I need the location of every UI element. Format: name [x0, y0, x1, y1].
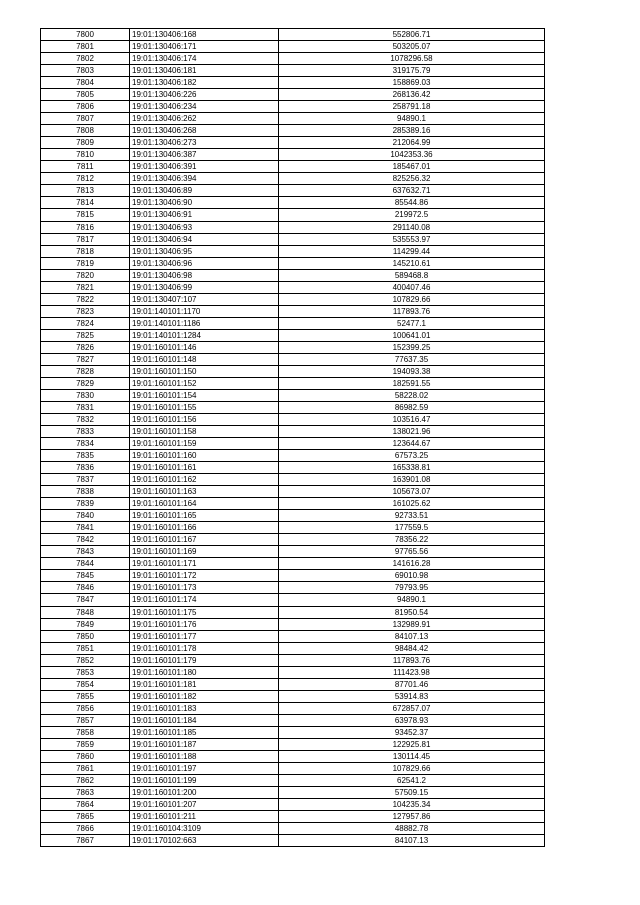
cadastral-number-cell: 19:01:160101:156 [130, 414, 279, 426]
row-number-cell: 7862 [41, 774, 130, 786]
table-row [41, 642, 545, 654]
cadastral-number-cell: 19:01:140101:1170 [130, 305, 279, 317]
amount-cell: 63978.93 [279, 714, 545, 726]
row-number-cell: 7861 [41, 762, 130, 774]
row-number-cell: 7851 [41, 642, 130, 654]
table-row [41, 89, 545, 101]
amount-cell: 152399.25 [279, 341, 545, 353]
amount-cell: 219972.5 [279, 209, 545, 221]
table-row [41, 630, 545, 642]
table-row [41, 389, 545, 401]
cadastral-number-cell: 19:01:160101:173 [130, 582, 279, 594]
amount-cell: 194093.38 [279, 365, 545, 377]
row-number-cell: 7800 [41, 29, 130, 41]
row-number-cell: 7824 [41, 317, 130, 329]
table-row [41, 714, 545, 726]
row-number-cell: 7857 [41, 714, 130, 726]
row-number-cell: 7813 [41, 185, 130, 197]
amount-cell: 163901.08 [279, 474, 545, 486]
table-row [41, 233, 545, 245]
table-row [41, 835, 545, 847]
amount-cell: 93452.37 [279, 726, 545, 738]
cadastral-number-cell: 19:01:160101:184 [130, 714, 279, 726]
amount-cell: 86982.59 [279, 401, 545, 413]
cadastral-number-cell: 19:01:160101:207 [130, 799, 279, 811]
amount-cell: 58228.02 [279, 389, 545, 401]
table-row [41, 281, 545, 293]
amount-cell: 138021.96 [279, 426, 545, 438]
row-number-cell: 7837 [41, 474, 130, 486]
amount-cell: 78356.22 [279, 534, 545, 546]
row-number-cell: 7858 [41, 726, 130, 738]
data-table [40, 28, 545, 847]
cadastral-number-cell: 19:01:160101:176 [130, 618, 279, 630]
row-number-cell: 7841 [41, 522, 130, 534]
row-number-cell: 7839 [41, 498, 130, 510]
cadastral-number-cell: 19:01:160101:175 [130, 606, 279, 618]
table-row [41, 606, 545, 618]
amount-cell: 123644.67 [279, 438, 545, 450]
cadastral-number-cell: 19:01:130406:90 [130, 197, 279, 209]
table-row [41, 149, 545, 161]
row-number-cell: 7801 [41, 41, 130, 53]
cadastral-number-cell: 19:01:130406:98 [130, 269, 279, 281]
table-row [41, 269, 545, 281]
table-row [41, 209, 545, 221]
cadastral-number-cell: 19:01:130406:94 [130, 233, 279, 245]
table-row [41, 450, 545, 462]
amount-cell: 161025.62 [279, 498, 545, 510]
row-number-cell: 7823 [41, 305, 130, 317]
table-row [41, 666, 545, 678]
cadastral-number-cell: 19:01:160101:150 [130, 365, 279, 377]
amount-cell: 81950.54 [279, 606, 545, 618]
row-number-cell: 7863 [41, 786, 130, 798]
amount-cell: 291140.08 [279, 221, 545, 233]
row-number-cell: 7810 [41, 149, 130, 161]
table-row [41, 582, 545, 594]
row-number-cell: 7826 [41, 341, 130, 353]
table-row [41, 353, 545, 365]
cadastral-number-cell: 19:01:160101:182 [130, 690, 279, 702]
row-number-cell: 7860 [41, 750, 130, 762]
cadastral-number-cell: 19:01:130407:107 [130, 293, 279, 305]
row-number-cell: 7829 [41, 377, 130, 389]
amount-cell: 535553.97 [279, 233, 545, 245]
table-row [41, 462, 545, 474]
amount-cell: 158869.03 [279, 77, 545, 89]
table-row [41, 101, 545, 113]
amount-cell: 177559.5 [279, 522, 545, 534]
table-row [41, 690, 545, 702]
amount-cell: 182591.55 [279, 377, 545, 389]
cadastral-number-cell: 19:01:160101:179 [130, 654, 279, 666]
table-row [41, 654, 545, 666]
cadastral-number-cell: 19:01:140101:1284 [130, 329, 279, 341]
cadastral-number-cell: 19:01:160101:148 [130, 353, 279, 365]
cadastral-number-cell: 19:01:160101:174 [130, 594, 279, 606]
cadastral-number-cell: 19:01:160101:165 [130, 510, 279, 522]
row-number-cell: 7856 [41, 702, 130, 714]
row-number-cell: 7806 [41, 101, 130, 113]
row-number-cell: 7830 [41, 389, 130, 401]
table-row [41, 377, 545, 389]
row-number-cell: 7809 [41, 137, 130, 149]
table-row [41, 245, 545, 257]
cadastral-number-cell: 19:01:160101:172 [130, 570, 279, 582]
table-row [41, 329, 545, 341]
cadastral-number-cell: 19:01:130406:273 [130, 137, 279, 149]
amount-cell: 67573.25 [279, 450, 545, 462]
amount-cell: 92733.51 [279, 510, 545, 522]
cadastral-number-cell: 19:01:160101:185 [130, 726, 279, 738]
table-row [41, 438, 545, 450]
amount-cell: 111423.98 [279, 666, 545, 678]
table-row [41, 750, 545, 762]
amount-cell: 127957.86 [279, 811, 545, 823]
row-number-cell: 7828 [41, 365, 130, 377]
table-row [41, 811, 545, 823]
amount-cell: 589468.8 [279, 269, 545, 281]
row-number-cell: 7843 [41, 546, 130, 558]
cadastral-number-cell: 19:01:160101:154 [130, 389, 279, 401]
amount-cell: 77637.35 [279, 353, 545, 365]
row-number-cell: 7855 [41, 690, 130, 702]
amount-cell: 104235.34 [279, 799, 545, 811]
row-number-cell: 7866 [41, 823, 130, 835]
amount-cell: 84107.13 [279, 630, 545, 642]
cadastral-number-cell: 19:01:130406:174 [130, 53, 279, 65]
amount-cell: 117893.76 [279, 654, 545, 666]
row-number-cell: 7803 [41, 65, 130, 77]
amount-cell: 552806.71 [279, 29, 545, 41]
cadastral-number-cell: 19:01:160101:171 [130, 558, 279, 570]
row-number-cell: 7864 [41, 799, 130, 811]
cadastral-number-cell: 19:01:160101:197 [130, 762, 279, 774]
table-row [41, 726, 545, 738]
cadastral-number-cell: 19:01:130406:89 [130, 185, 279, 197]
row-number-cell: 7849 [41, 618, 130, 630]
table-row [41, 401, 545, 413]
cadastral-number-cell: 19:01:130406:95 [130, 245, 279, 257]
row-number-cell: 7821 [41, 281, 130, 293]
row-number-cell: 7834 [41, 438, 130, 450]
table-row [41, 341, 545, 353]
table-row [41, 77, 545, 89]
amount-cell: 107829.66 [279, 762, 545, 774]
row-number-cell: 7808 [41, 125, 130, 137]
amount-cell: 107829.66 [279, 293, 545, 305]
cadastral-number-cell: 19:01:130406:168 [130, 29, 279, 41]
row-number-cell: 7804 [41, 77, 130, 89]
table-row [41, 161, 545, 173]
table-row [41, 474, 545, 486]
amount-cell: 105673.07 [279, 486, 545, 498]
cadastral-number-cell: 19:01:160101:166 [130, 522, 279, 534]
amount-cell: 94890.1 [279, 113, 545, 125]
table-row [41, 125, 545, 137]
amount-cell: 84107.13 [279, 835, 545, 847]
amount-cell: 100641.01 [279, 329, 545, 341]
cadastral-number-cell: 19:01:130406:182 [130, 77, 279, 89]
cadastral-number-cell: 19:01:130406:268 [130, 125, 279, 137]
row-number-cell: 7812 [41, 173, 130, 185]
table-row [41, 257, 545, 269]
row-number-cell: 7850 [41, 630, 130, 642]
amount-cell: 57509.15 [279, 786, 545, 798]
amount-cell: 117893.76 [279, 305, 545, 317]
row-number-cell: 7865 [41, 811, 130, 823]
row-number-cell: 7822 [41, 293, 130, 305]
cadastral-number-cell: 19:01:130406:391 [130, 161, 279, 173]
table-row [41, 618, 545, 630]
table-row [41, 185, 545, 197]
cadastral-number-cell: 19:01:160101:160 [130, 450, 279, 462]
row-number-cell: 7807 [41, 113, 130, 125]
amount-cell: 122925.81 [279, 738, 545, 750]
table-row [41, 137, 545, 149]
table-row [41, 173, 545, 185]
amount-cell: 268136.42 [279, 89, 545, 101]
row-number-cell: 7852 [41, 654, 130, 666]
table-row [41, 522, 545, 534]
row-number-cell: 7832 [41, 414, 130, 426]
amount-cell: 637632.71 [279, 185, 545, 197]
row-number-cell: 7814 [41, 197, 130, 209]
amount-cell: 258791.18 [279, 101, 545, 113]
cadastral-number-cell: 19:01:160101:200 [130, 786, 279, 798]
table-body [41, 29, 545, 847]
row-number-cell: 7835 [41, 450, 130, 462]
cadastral-number-cell: 19:01:130406:394 [130, 173, 279, 185]
table-row [41, 774, 545, 786]
cadastral-number-cell: 19:01:160101:164 [130, 498, 279, 510]
row-number-cell: 7825 [41, 329, 130, 341]
cadastral-number-cell: 19:01:130406:91 [130, 209, 279, 221]
cadastral-number-cell: 19:01:130406:387 [130, 149, 279, 161]
row-number-cell: 7838 [41, 486, 130, 498]
table-row [41, 293, 545, 305]
row-number-cell: 7836 [41, 462, 130, 474]
table-row [41, 762, 545, 774]
amount-cell: 62541.2 [279, 774, 545, 786]
amount-cell: 130114.45 [279, 750, 545, 762]
cadastral-number-cell: 19:01:160101:187 [130, 738, 279, 750]
amount-cell: 185467.01 [279, 161, 545, 173]
cadastral-number-cell: 19:01:160101:183 [130, 702, 279, 714]
amount-cell: 69010.98 [279, 570, 545, 582]
table-row [41, 799, 545, 811]
cadastral-number-cell: 19:01:160101:177 [130, 630, 279, 642]
row-number-cell: 7818 [41, 245, 130, 257]
table-row [41, 113, 545, 125]
amount-cell: 145210.61 [279, 257, 545, 269]
cadastral-number-cell: 19:01:160101:162 [130, 474, 279, 486]
table-row [41, 546, 545, 558]
row-number-cell: 7853 [41, 666, 130, 678]
table-row [41, 702, 545, 714]
cadastral-number-cell: 19:01:170102:663 [130, 835, 279, 847]
row-number-cell: 7848 [41, 606, 130, 618]
row-number-cell: 7811 [41, 161, 130, 173]
amount-cell: 114299.44 [279, 245, 545, 257]
amount-cell: 103516.47 [279, 414, 545, 426]
table-row [41, 823, 545, 835]
table-row [41, 678, 545, 690]
cadastral-number-cell: 19:01:160101:180 [130, 666, 279, 678]
table-row [41, 197, 545, 209]
row-number-cell: 7847 [41, 594, 130, 606]
cadastral-number-cell: 19:01:160101:155 [130, 401, 279, 413]
row-number-cell: 7845 [41, 570, 130, 582]
table-row [41, 486, 545, 498]
table-row [41, 534, 545, 546]
amount-cell: 165338.81 [279, 462, 545, 474]
table-row [41, 786, 545, 798]
cadastral-number-cell: 19:01:160101:159 [130, 438, 279, 450]
table-row [41, 570, 545, 582]
cadastral-number-cell: 19:01:140101:1186 [130, 317, 279, 329]
amount-cell: 319175.79 [279, 65, 545, 77]
cadastral-number-cell: 19:01:130406:262 [130, 113, 279, 125]
amount-cell: 503205.07 [279, 41, 545, 53]
amount-cell: 85544.86 [279, 197, 545, 209]
row-number-cell: 7854 [41, 678, 130, 690]
row-number-cell: 7817 [41, 233, 130, 245]
amount-cell: 52477.1 [279, 317, 545, 329]
cadastral-number-cell: 19:01:160101:169 [130, 546, 279, 558]
amount-cell: 98484.42 [279, 642, 545, 654]
row-number-cell: 7819 [41, 257, 130, 269]
table-row [41, 558, 545, 570]
row-number-cell: 7815 [41, 209, 130, 221]
table-row [41, 53, 545, 65]
cadastral-number-cell: 19:01:160101:152 [130, 377, 279, 389]
table-row [41, 41, 545, 53]
cadastral-number-cell: 19:01:130406:93 [130, 221, 279, 233]
row-number-cell: 7867 [41, 835, 130, 847]
row-number-cell: 7805 [41, 89, 130, 101]
row-number-cell: 7842 [41, 534, 130, 546]
cadastral-number-cell: 19:01:130406:181 [130, 65, 279, 77]
cadastral-number-cell: 19:01:130406:99 [130, 281, 279, 293]
amount-cell: 400407.46 [279, 281, 545, 293]
cadastral-number-cell: 19:01:160101:161 [130, 462, 279, 474]
cadastral-number-cell: 19:01:130406:226 [130, 89, 279, 101]
row-number-cell: 7816 [41, 221, 130, 233]
cadastral-number-cell: 19:01:160101:146 [130, 341, 279, 353]
amount-cell: 825256.32 [279, 173, 545, 185]
cadastral-number-cell: 19:01:160101:211 [130, 811, 279, 823]
cadastral-number-cell: 19:01:160101:188 [130, 750, 279, 762]
amount-cell: 53914.83 [279, 690, 545, 702]
cadastral-number-cell: 19:01:160101:181 [130, 678, 279, 690]
row-number-cell: 7802 [41, 53, 130, 65]
amount-cell: 97765.56 [279, 546, 545, 558]
table-row [41, 221, 545, 233]
row-number-cell: 7846 [41, 582, 130, 594]
table-row [41, 365, 545, 377]
amount-cell: 87701.46 [279, 678, 545, 690]
cadastral-number-cell: 19:01:160101:158 [130, 426, 279, 438]
cadastral-number-cell: 19:01:160101:167 [130, 534, 279, 546]
amount-cell: 132989.91 [279, 618, 545, 630]
cadastral-number-cell: 19:01:130406:171 [130, 41, 279, 53]
table-row [41, 738, 545, 750]
amount-cell: 285389.16 [279, 125, 545, 137]
cadastral-number-cell: 19:01:160101:199 [130, 774, 279, 786]
row-number-cell: 7827 [41, 353, 130, 365]
amount-cell: 79793.95 [279, 582, 545, 594]
amount-cell: 48882.78 [279, 823, 545, 835]
table-row [41, 414, 545, 426]
row-number-cell: 7840 [41, 510, 130, 522]
table-row [41, 65, 545, 77]
amount-cell: 672857.07 [279, 702, 545, 714]
table-row [41, 510, 545, 522]
table-row [41, 498, 545, 510]
cadastral-number-cell: 19:01:160101:178 [130, 642, 279, 654]
row-number-cell: 7820 [41, 269, 130, 281]
row-number-cell: 7859 [41, 738, 130, 750]
amount-cell: 94890.1 [279, 594, 545, 606]
table-row [41, 29, 545, 41]
table-row [41, 594, 545, 606]
table-row [41, 426, 545, 438]
row-number-cell: 7833 [41, 426, 130, 438]
table-row [41, 317, 545, 329]
cadastral-number-cell: 19:01:130406:96 [130, 257, 279, 269]
cadastral-number-cell: 19:01:160101:163 [130, 486, 279, 498]
amount-cell: 1078296.58 [279, 53, 545, 65]
amount-cell: 1042353.36 [279, 149, 545, 161]
amount-cell: 141616.28 [279, 558, 545, 570]
row-number-cell: 7844 [41, 558, 130, 570]
row-number-cell: 7831 [41, 401, 130, 413]
cadastral-number-cell: 19:01:160104:3109 [130, 823, 279, 835]
amount-cell: 212064.99 [279, 137, 545, 149]
cadastral-number-cell: 19:01:130406:234 [130, 101, 279, 113]
table-row [41, 305, 545, 317]
